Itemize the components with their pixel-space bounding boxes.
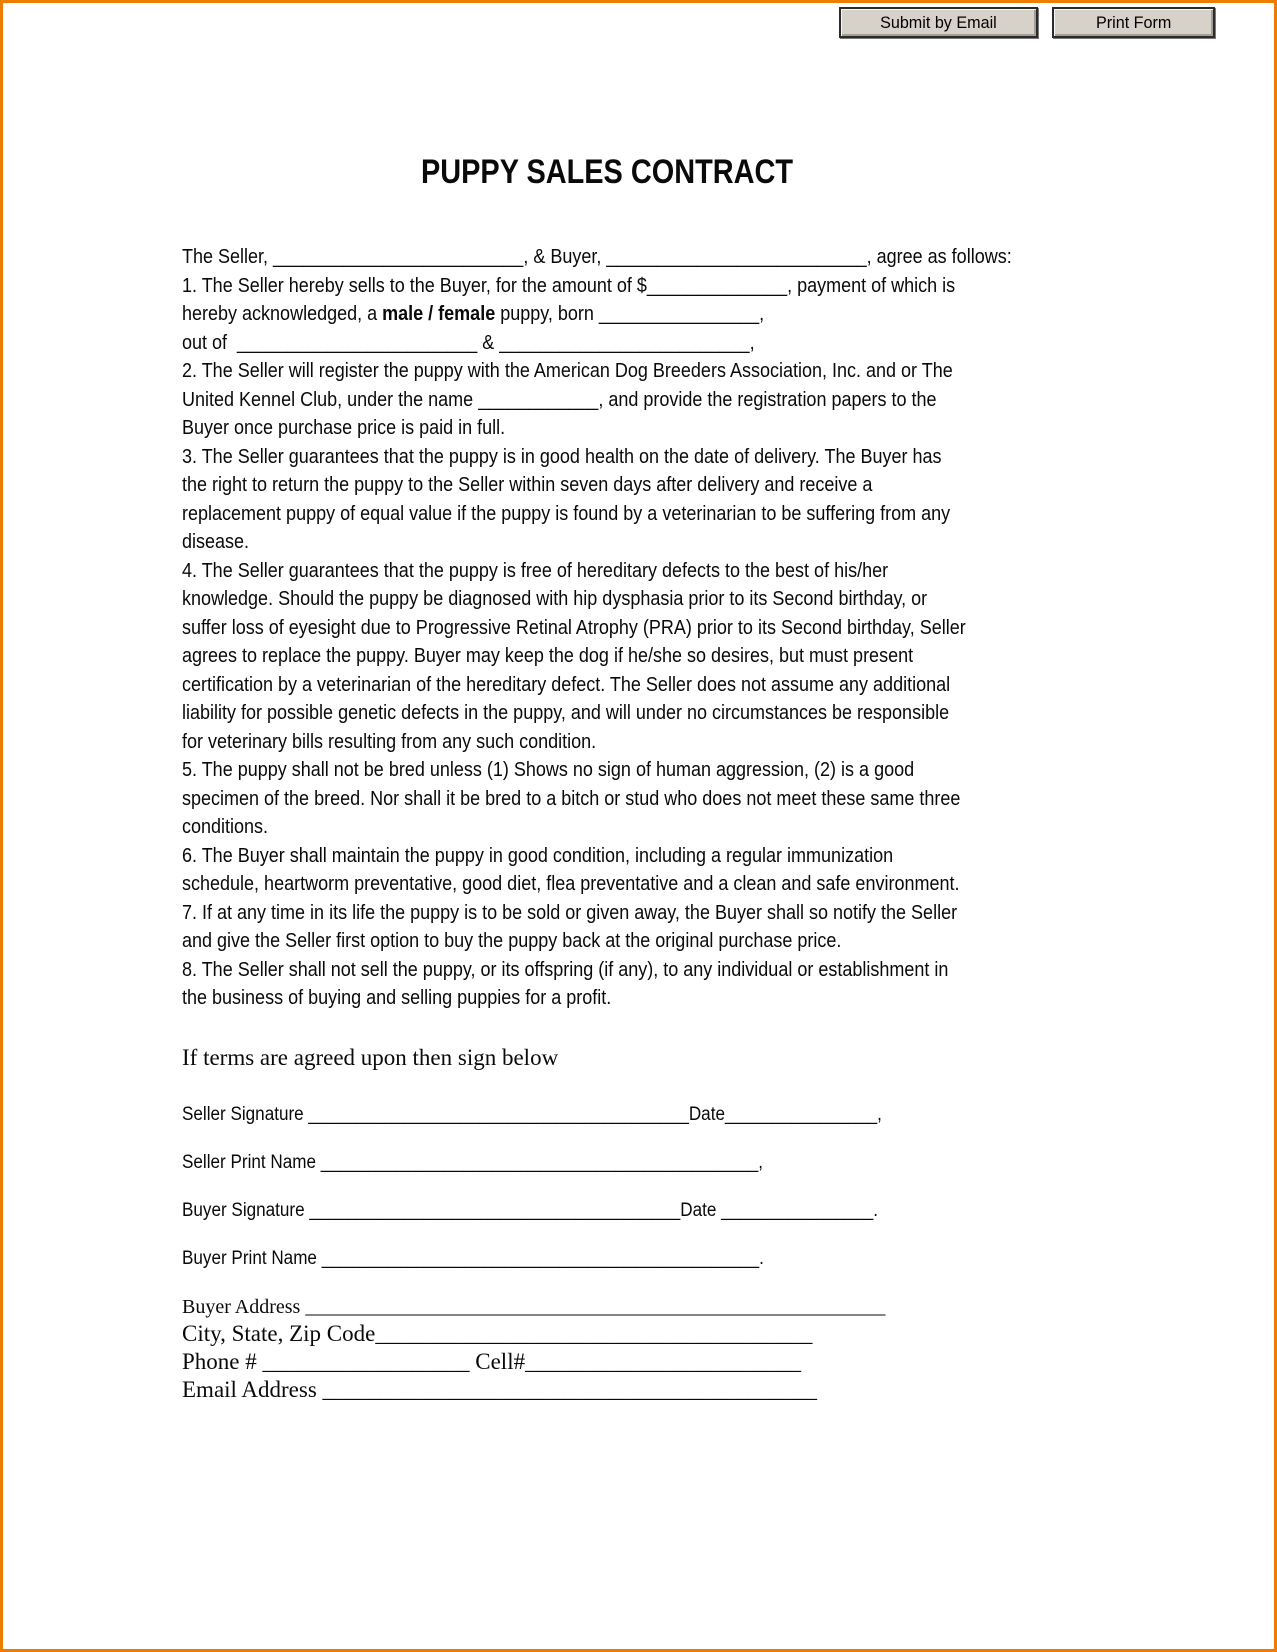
contract-line: 8. The Seller shall not sell the puppy, or its offspring (if any), to any individual or establishment in	[182, 958, 949, 981]
contract-line: and give the Seller first option to buy the puppy back at the original purchase price.	[182, 930, 842, 952]
contract-body	[182, 243, 1082, 1013]
contract-line: suffer loss of eyesight due to Progressive Retinal Atrophy (PRA) prior to its Second birthday, Seller	[182, 616, 966, 639]
contract-line: knowledge. Should the puppy be diagnosed with hip dysphasia prior to its Second birthday, or	[182, 588, 928, 610]
contract-line: specimen of the breed. Nor shall it be bred to a bitch or stud who does not meet these same three	[182, 787, 961, 810]
buyer-contact-section	[182, 1294, 1082, 1404]
contract-line: the business of buying and selling puppies for a profit.	[182, 987, 612, 1009]
buyer-signature-line: Buyer Signature _______________________________________Date ________________.	[182, 1200, 879, 1221]
email-address-line: Email Address ___________________________________________	[182, 1377, 818, 1402]
buyer-print-name-line: Buyer Print Name ______________________________________________.	[182, 1248, 764, 1269]
contract-line: the right to return the puppy to the Seller within seven days after delivery and receive a	[182, 474, 873, 496]
male-female-emphasis: male / female	[382, 303, 496, 325]
print-form-button[interactable]	[1052, 7, 1215, 38]
signature-section	[182, 1103, 1082, 1295]
contract-line: liability for possible genetic defects in the puppy, and will under no circumstances be responsible	[182, 702, 950, 724]
buyer-address-line: Buyer Address __________________________________________________________	[182, 1296, 886, 1318]
contract-line: 3. The Seller guarantees that the puppy is in good health on the date of delivery. The Buyer has	[182, 445, 942, 468]
contract-line: replacement puppy of equal value if the puppy is found by a veterinarian to be suffering from any	[182, 502, 951, 525]
contract-line: disease.	[182, 531, 250, 553]
contract-line: Buyer once purchase price is paid in full.	[182, 417, 506, 439]
seller-signature-line: Seller Signature ________________________________________Date________________,	[182, 1104, 882, 1125]
contract-line	[182, 300, 992, 329]
contract-line: agrees to replace the puppy. Buyer may keep the dog if he/she so desires, but must present	[182, 645, 914, 667]
contract-line: for veterinary bills resulting from any such condition.	[182, 730, 597, 753]
contract-line: conditions.	[182, 816, 269, 838]
city-state-zip-line: City, State, Zip Code______________________________________	[182, 1321, 813, 1346]
contract-line: schedule, heartworm preventative, good diet, flea preventative and a clean and safe environment.	[182, 873, 960, 895]
contract-line: 2. The Seller will register the puppy with the American Dog Breeders Association, Inc. and or The	[182, 360, 953, 382]
seller-print-name-line: Seller Print Name ______________________________________________,	[182, 1152, 763, 1173]
contract-line: The Seller, _________________________, & Buyer, __________________________, agree as follows:	[182, 246, 1012, 268]
contract-line: 6. The Buyer shall maintain the puppy in good condition, including a regular immunization	[182, 844, 894, 867]
contract-line: out of ________________________ & _________________________,	[182, 331, 755, 354]
line-text: hereby acknowledged, a	[182, 303, 383, 325]
submit-by-email-label: Submit by Email	[880, 12, 997, 32]
contract-line: 7. If at any time in its life the puppy is to be sold or given away, the Buyer shall so notify the Seller	[182, 901, 958, 924]
submit-by-email-button[interactable]	[839, 7, 1038, 38]
phone-cell-line: Phone # __________________ Cell#________________________	[182, 1349, 802, 1374]
contract-line: United Kennel Club, under the name ____________, and provide the registration papers to the	[182, 388, 937, 411]
contract-line: 4. The Seller guarantees that the puppy is free of hereditary defects to the best of his/her	[182, 559, 889, 582]
contract-line: certification by a veterinarian of the hereditary defect. The Seller does not assume any additional	[182, 673, 951, 696]
contract-line: 1. The Seller hereby sells to the Buyer, for the amount of $______________, payment of which is	[182, 274, 956, 297]
sign-below-prompt: If terms are agreed upon then sign below	[182, 1045, 559, 1070]
print-form-label: Print Form	[1095, 12, 1172, 32]
line-text: puppy, born ________________,	[495, 303, 765, 325]
contract-line: 5. The puppy shall not be bred unless (1) Shows no sign of human aggression, (2) is a good	[182, 759, 915, 781]
document-title: PUPPY SALES CONTRACT	[420, 153, 794, 191]
